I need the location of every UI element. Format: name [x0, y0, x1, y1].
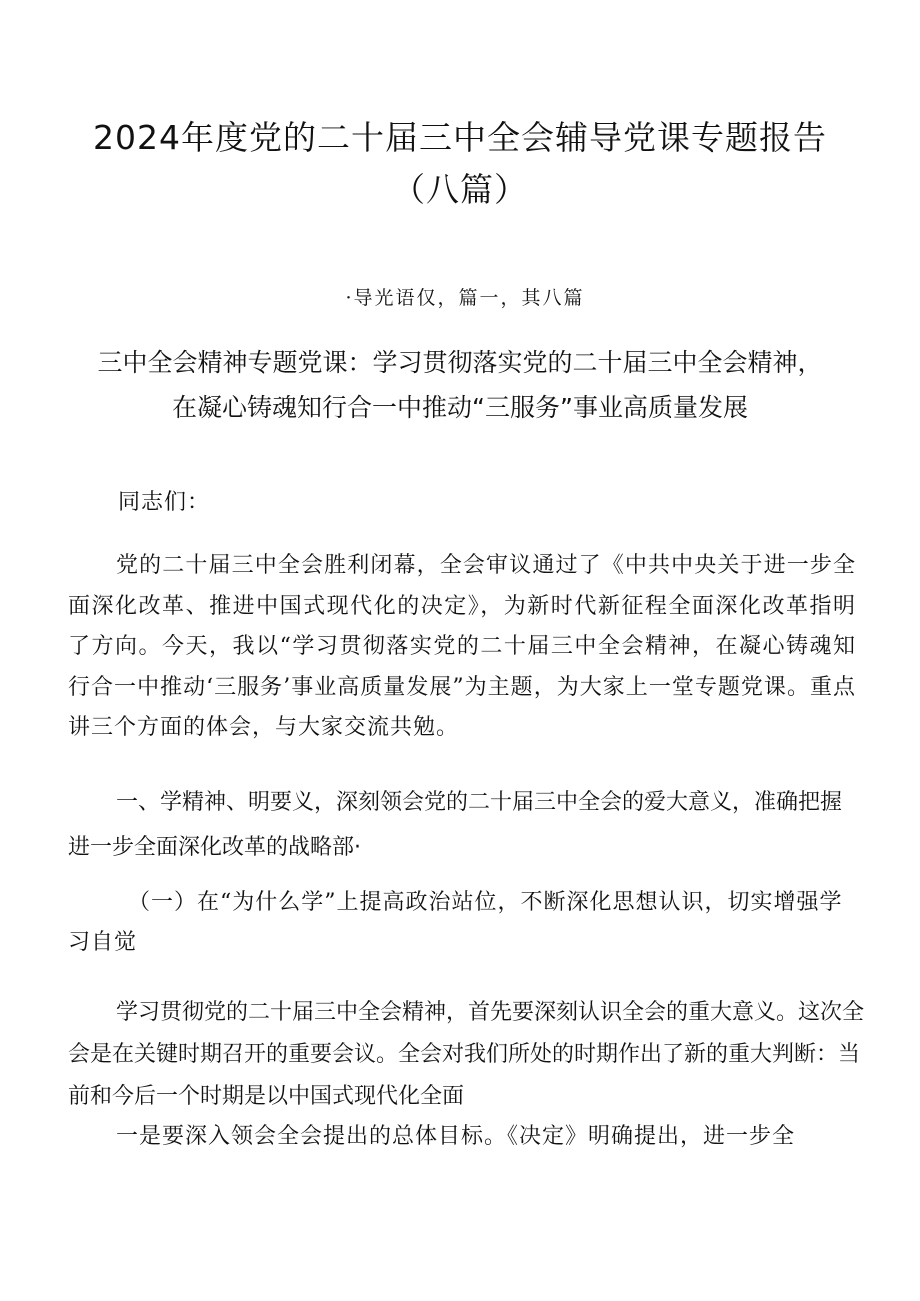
- lecture-title: 三中全会精神专题党课：学习贯彻落实党的二十届三中全会精神，在凝心铸魂知行合一中推动“三服务”事业高质量发展: [97, 348, 823, 422]
- body-paragraph: 学习贯彻党的二十届三中全会精神，首先要深刻认识全会的重大意义。这次全会是在关键时期召开的重要会议。全会对我们所处的时期作出了新的重大判断：当前和今后一个时期是以中国式现代化全面: [68, 1000, 865, 1109]
- section-one-heading: 一、学精神、明要义，深刻领会党的二十届三中全会的爱大意义，准确把握进一步全面深化改革的战略部·: [68, 790, 843, 860]
- guide-line: ·导光语仅，篇一，其八篇: [345, 287, 585, 309]
- document-title: 2024年度党的二十届三中全会辅导党课专题报告（八篇）: [93, 118, 827, 209]
- subsection-one-heading: （一）在“为什么学”上提高政治站位，不断深化思想认识，切实增强学习自觉: [68, 890, 843, 955]
- point-one-paragraph: 一是要深入领会全会提出的总体目标。《决定》明确提出，进一步全: [116, 1124, 796, 1149]
- greeting: 同志们：: [118, 490, 211, 515]
- intro-paragraph: 党的二十届三中全会胜利闭幕，全会审议通过了《中共中央关于进一步全面深化改革、推进中国式现代化的决定》，为新时代新征程全面深化改革指明了方向。今天，我以“学习贯彻落实党的二十届三中全会精神，在凝心铸魂知行合一中推动‘三服务’事业高质量发展”为主题，为大家上一堂专题党课。重点讲三个方面的体会，与大家交流共勉。: [68, 553, 856, 740]
